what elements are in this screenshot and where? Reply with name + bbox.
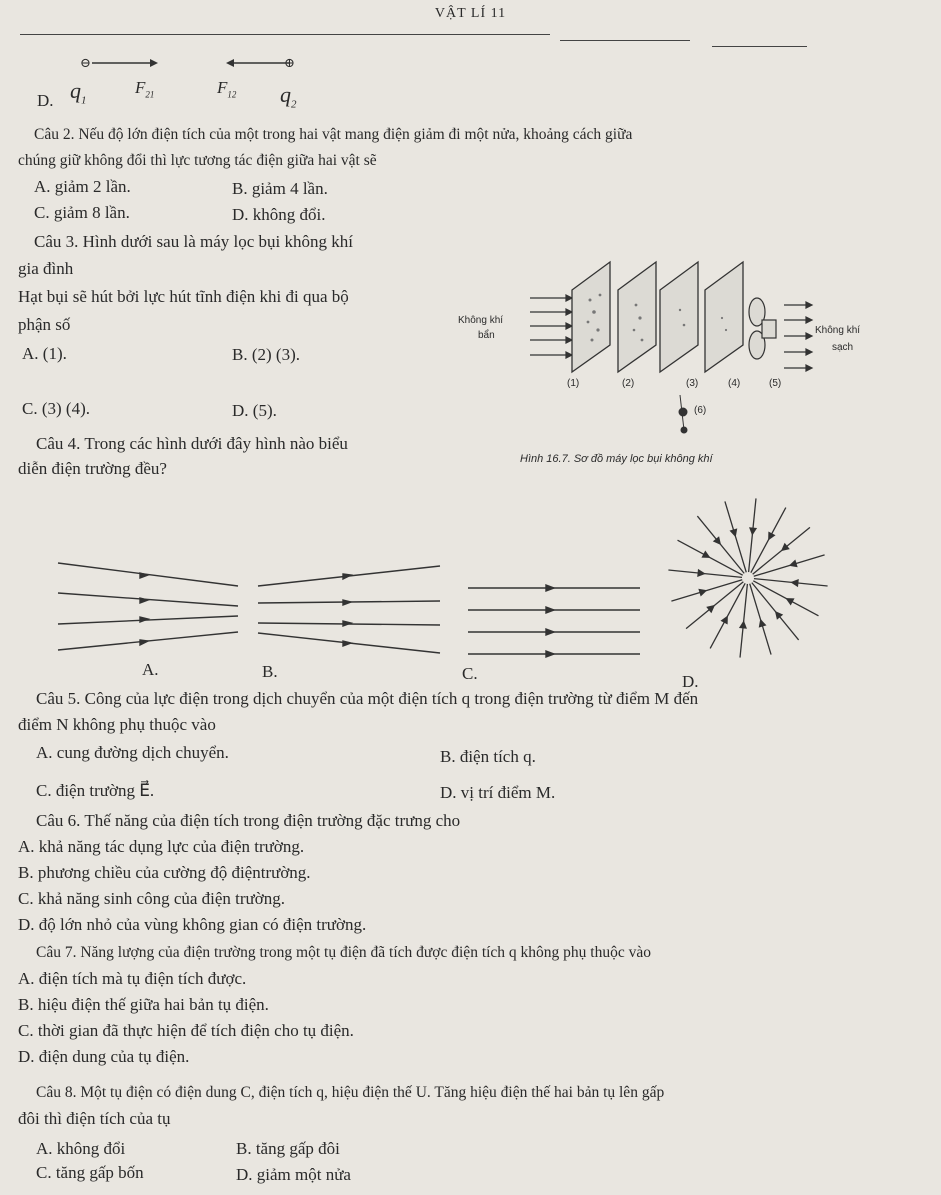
fig-d-arrow-head (698, 570, 704, 576)
fig-a-line-3 (58, 616, 238, 624)
fig-clean-air-label-1: Không khí (815, 325, 861, 336)
q6-option-a: A. khả năng tác dụng lực của điện trường. (18, 837, 305, 856)
fig-d-arrow-head (750, 528, 756, 534)
q2-option-c: C. giảm 8 lần. (34, 203, 130, 222)
q3-stem-line1: Câu 3. Hình dưới sau là máy lọc bụi không khí (34, 232, 353, 251)
f12-subscript: 12 (227, 89, 237, 100)
fig-d-arrow-head (787, 599, 794, 604)
q3-option-b: B. (2) (3). (232, 345, 300, 364)
fig-dirty-air-label-1: Không khí (458, 315, 504, 326)
q4-stem-line2: diễn điện trường đều? (18, 459, 167, 478)
q1-option-d-label: D. (37, 91, 54, 110)
q4-figure-d-label: D. (682, 672, 699, 691)
q2-option-b: B. giảm 4 lần. (232, 179, 328, 198)
f21-symbol: F (135, 78, 146, 97)
fig-d-arrow-head (722, 617, 727, 624)
q6-stem: Câu 6. Thế năng của điện tích trong điện trường đặc trưng cho (36, 811, 461, 830)
q1-subscript: 1 (81, 94, 87, 107)
fig-d-arrow-head (699, 590, 706, 596)
q8-option-b: B. tăng gấp đôi (236, 1139, 340, 1158)
q7-option-a: A. điện tích mà tụ điện tích được. (18, 969, 247, 988)
q6-option-d: D. độ lớn nhỏ của vùng không gian có điện trường. (18, 915, 367, 934)
page-header-title: VẬT LÍ 11 (434, 6, 507, 21)
q8-stem-line1: Câu 8. Một tụ điện có điện dung C, điện tích q, hiệu điện thế U. Tăng hiệu điện thế hai bản tụ lên gấp (36, 1084, 665, 1101)
fig-part-4-label: (4) (728, 378, 741, 389)
q5-stem-line2: điểm N không phụ thuộc vào (18, 715, 216, 734)
fig-part-1-label: (1) (567, 378, 580, 389)
fig-caption: Hình 16.7. Sơ đồ máy lọc bụi không khí (520, 453, 713, 465)
q2-symbol: q (280, 82, 291, 107)
q4-figure-a-label: A. (142, 660, 159, 679)
q2-subscript: 2 (291, 98, 297, 111)
q8-option-c: C. tăng gấp bốn (36, 1163, 144, 1182)
q5-option-c: C. điện trường E⃗. (36, 781, 155, 800)
q5-stem-line1: Câu 5. Công của lực điện trong dịch chuyển của một điện tích q trong điện trường từ điểm M đến (36, 689, 699, 708)
q2-stem-line1: Câu 2. Nếu độ lớn điện tích của một trong hai vật mang điện giảm đi một nửa, khoảng cách giữa (34, 126, 633, 143)
q5-option-b: B. điện tích q. (440, 747, 536, 766)
q4-figure-b-label: B. (262, 662, 278, 681)
f12-symbol: F (217, 78, 228, 97)
q7-option-d: D. điện dung của tụ điện. (18, 1047, 190, 1066)
q5-option-d: D. vị trí điểm M. (440, 783, 556, 802)
q7-option-c: C. thời gian đã thực hiện để tích điện cho tụ điện. (18, 1021, 354, 1040)
q5-option-a: A. cung đường dịch chuyển. (36, 743, 229, 762)
fig-clean-air-label-2: sạch (832, 342, 854, 353)
fig-d-arrow-head (731, 529, 737, 536)
q3-stem-line3: Hạt bụi sẽ hút bởi lực hút tĩnh điện khi đi qua bộ (18, 287, 349, 306)
q3-option-d: D. (5). (232, 401, 277, 420)
q7-option-b: B. hiệu điện thế giữa hai bản tụ điện. (18, 995, 269, 1014)
q6-option-c: C. khả năng sinh công của điện trường. (18, 889, 286, 908)
q8-option-d: D. giảm một nửa (236, 1165, 351, 1184)
fig-d-arrow-head (790, 561, 797, 567)
fig-part-5-label: (5) (769, 378, 782, 389)
q2-option-d: D. không đổi. (232, 205, 326, 224)
fig-d-arrow-head (740, 622, 746, 628)
q2-stem-line2: chúng giữ không đổi thì lực tương tác điện giữa hai vật sẽ (18, 152, 377, 169)
fig-part-2-label: (2) (622, 378, 635, 389)
q4-figure-c-label: C. (462, 664, 478, 683)
q2-option-a: A. giảm 2 lần. (34, 177, 131, 196)
fig-d-arrow-head (760, 620, 766, 627)
fig-part-3-label: (3) (686, 378, 699, 389)
q8-stem-line2: đôi thì điện tích của tụ (18, 1109, 171, 1128)
q4-stem-line1: Câu 4. Trong các hình dưới đây hình nào biểu (36, 434, 348, 453)
q3-option-a: A. (1). (22, 344, 67, 363)
q6-option-b: B. phương chiều của cường độ điệntrường. (18, 863, 311, 882)
fig-d-arrow-head (703, 552, 710, 557)
q1-symbol: q (70, 78, 81, 103)
q1-positive-charge-icon: ⊕ (284, 55, 295, 70)
q3-stem-line2: gia đình (18, 259, 74, 278)
fig-dirty-air-label-2: bẩn (478, 330, 495, 341)
fig-d-arrow-head (769, 533, 774, 540)
fig-d-arrow-head (792, 580, 798, 586)
q7-stem: Câu 7. Năng lượng của điện trường trong một tụ điện đã tích được điện tích q không phụ thuộc vào (36, 944, 651, 961)
q8-option-a: A. không đổi (36, 1139, 126, 1158)
fig-d-radial-field (668, 498, 827, 657)
fig-part-6-label: (6) (694, 405, 707, 416)
q3-option-c: C. (3) (4). (22, 399, 90, 418)
q3-stem-line4: phận số (18, 315, 71, 334)
q1-negative-charge-icon: ⊖ (80, 55, 91, 70)
f21-subscript: 21 (145, 89, 155, 100)
